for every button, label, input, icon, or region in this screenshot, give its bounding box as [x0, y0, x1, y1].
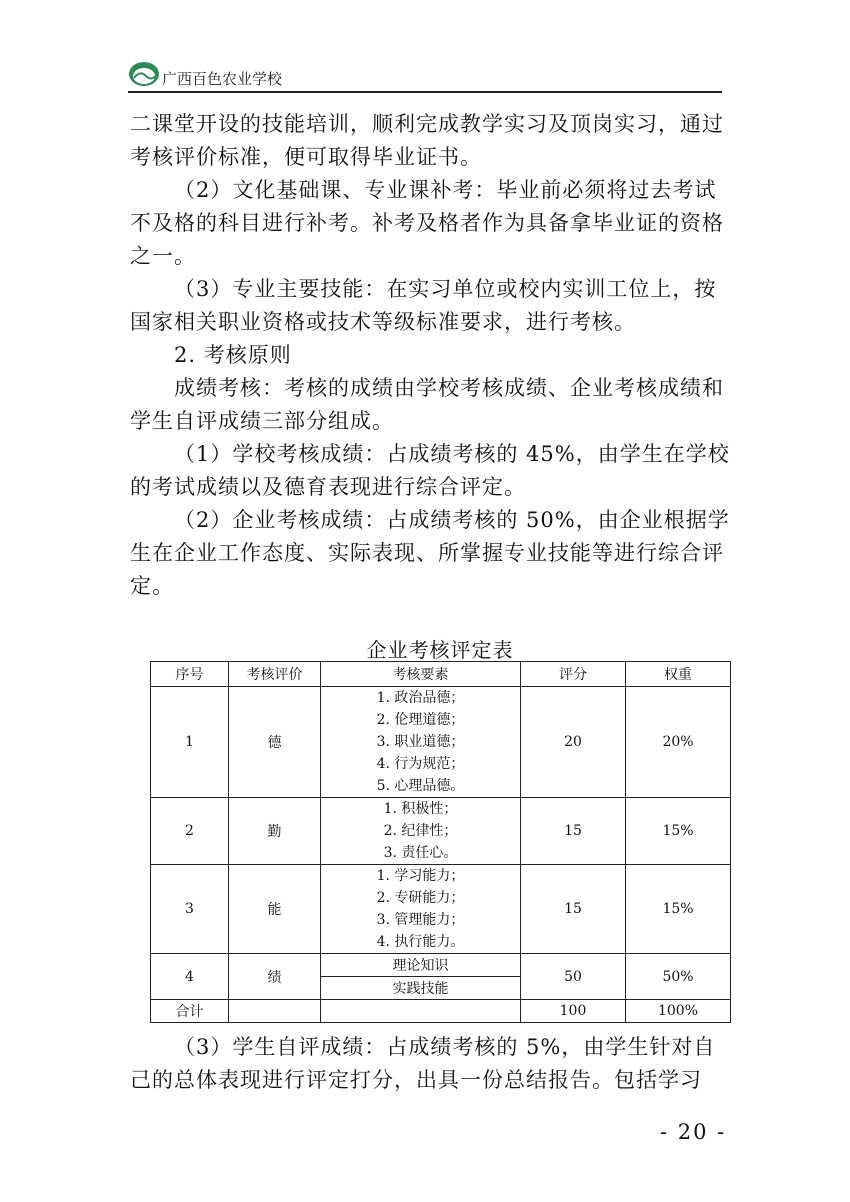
element-item: 3. 职业道德； — [376, 734, 465, 750]
element-item: 理论知识 — [321, 954, 521, 977]
section-heading: 2. 考核原则 — [174, 343, 292, 367]
element-item: 1. 积极性； — [383, 801, 458, 817]
page-header — [128, 58, 722, 96]
row-weight: 50% — [626, 954, 731, 1000]
empty-cell — [229, 1000, 321, 1023]
total-label: 合计 — [151, 1000, 229, 1023]
element-item: 1. 政治品德； — [376, 690, 465, 706]
row-number: 3 — [151, 865, 229, 954]
element-item: 2. 专研能力； — [376, 890, 465, 906]
row-elements — [321, 687, 521, 798]
row-weight: 20% — [626, 687, 731, 798]
paragraph: （3）专业主要技能：在实习单位或校内实训工位上，按国家相关职业资格或技术等级标准要求，进行考核。 — [130, 277, 717, 334]
paragraph: （1）学校考核成绩：占成绩考核的 45%，由学生在学校的考试成绩以及德育表现进行综合评定。 — [130, 442, 730, 499]
row-score: 20 — [521, 687, 626, 798]
paragraph: （2）文化基础课、专业课补考：毕业前必须将过去考试不及格的科目进行补考。补考及格者作为具备拿毕业证的资格之一。 — [130, 178, 724, 268]
row-elements — [321, 865, 521, 954]
table-row — [151, 687, 731, 798]
row-category: 勤 — [229, 798, 321, 865]
row-elements — [321, 798, 521, 865]
header-divider — [128, 91, 722, 93]
element-item: 2. 纪律性； — [383, 823, 458, 839]
table-row — [151, 954, 731, 977]
table-header-row — [151, 662, 731, 687]
column-header: 序号 — [151, 662, 229, 687]
column-header: 权重 — [626, 662, 731, 687]
row-number: 4 — [151, 954, 229, 1000]
element-item: 实践技能 — [321, 977, 521, 1000]
assessment-table — [150, 661, 731, 1023]
column-header: 考核评价 — [229, 662, 321, 687]
element-item: 2. 伦理道德； — [376, 712, 465, 728]
element-item: 4. 执行能力。 — [376, 934, 465, 950]
table-caption: 企业考核评定表 — [366, 638, 514, 662]
school-name: 广西百色农业学校 — [162, 70, 283, 88]
table-total-row — [151, 1000, 731, 1023]
table-row — [151, 798, 731, 865]
row-number: 1 — [151, 687, 229, 798]
table-row — [151, 865, 731, 954]
row-category: 绩 — [229, 954, 321, 1000]
page-number: - 20 - — [660, 1120, 727, 1144]
row-score: 15 — [521, 798, 626, 865]
element-item: 3. 责任心。 — [383, 845, 458, 861]
element-item: 5. 心理品德。 — [376, 778, 465, 794]
paragraph: 成绩考核：考核的成绩由学校考核成绩、企业考核成绩和学生自评成绩三部分组成。 — [130, 376, 724, 433]
total-weight: 100% — [626, 1000, 731, 1023]
empty-cell — [321, 1000, 521, 1023]
paragraph: 二课堂开设的技能培训，顺利完成教学实习及顶岗实习，通过考核评价标准，便可取得毕业证书。 — [130, 112, 724, 169]
row-category: 能 — [229, 865, 321, 954]
school-logo-icon — [128, 60, 162, 88]
column-header: 考核要素 — [321, 662, 521, 687]
element-item: 3. 管理能力； — [376, 912, 465, 928]
row-score: 50 — [521, 954, 626, 1000]
row-weight: 15% — [626, 865, 731, 954]
paragraph: （2）企业考核成绩：占成绩考核的 50%，由企业根据学生在企业工作态度、实际表现、所掌握专业技能等进行综合评定。 — [130, 508, 730, 598]
paragraph: （3）学生自评成绩：占成绩考核的 5%，由学生针对自己的总体表现进行评定打分，出具一份总结报告。包括学习 — [130, 1035, 716, 1092]
row-score: 15 — [521, 865, 626, 954]
row-category: 德 — [229, 687, 321, 798]
row-weight: 15% — [626, 798, 731, 865]
total-score: 100 — [521, 1000, 626, 1023]
element-item: 4. 行为规范； — [376, 756, 465, 772]
column-header: 评分 — [521, 662, 626, 687]
row-number: 2 — [151, 798, 229, 865]
element-item: 1. 学习能力； — [376, 868, 465, 884]
